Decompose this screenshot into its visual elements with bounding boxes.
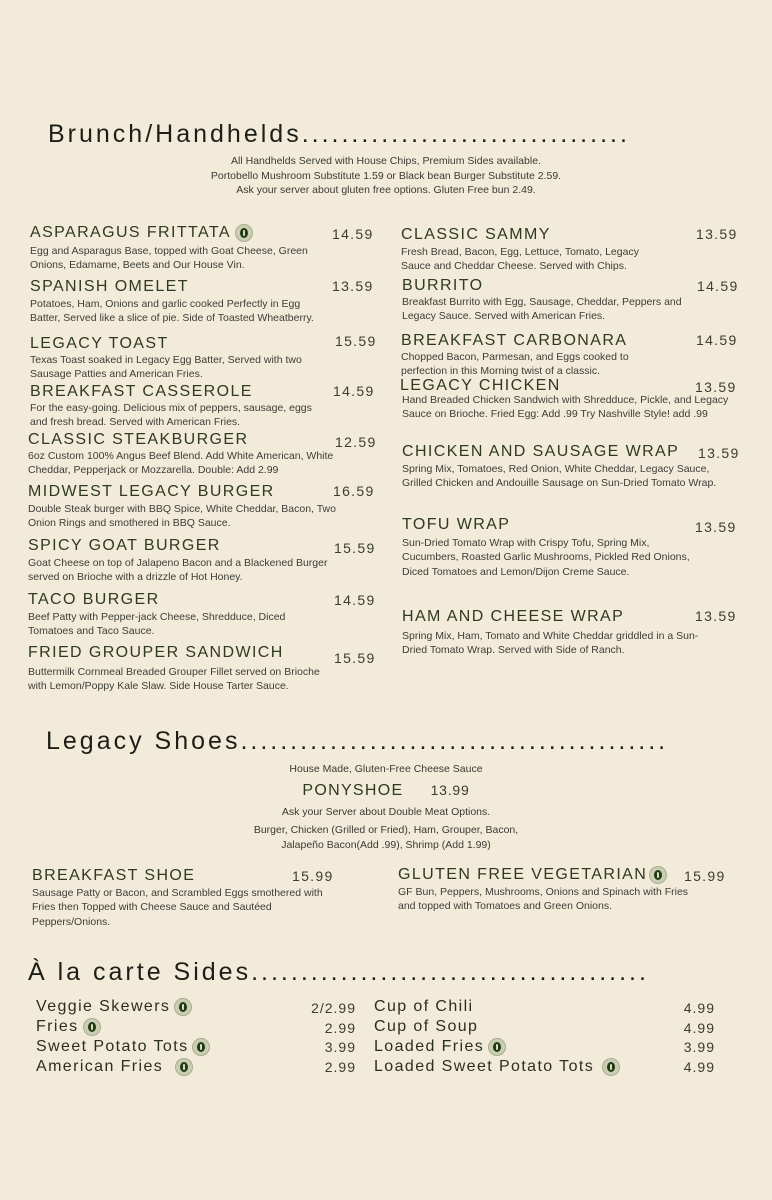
section-title-shoes: Legacy Shoes........................................... [46,727,669,755]
side-price: 4.99 [683,1059,715,1075]
menu-item [402,516,742,579]
side-name: Cup of Soup [374,1018,479,1035]
side-name [374,1038,715,1056]
item-price: 13.59 [696,226,738,242]
item-description: 6oz Custom 100% Angus Beef Blend. Add White American, White Cheddar, Pepperjack or Mozzarella. Double: Add 2.99 [28,450,334,477]
item-name [30,224,380,242]
side-name-text: Fries [36,1018,79,1035]
gluten-free-icon [488,1038,506,1056]
item-price: 15.59 [334,650,376,666]
item-price: 12.59 [335,434,377,450]
brunch-notes [0,154,772,198]
item-description: Egg and Asparagus Base, topped with Goat Cheese, Green Onions, Edamame, Beets and Our House Vin. [30,245,308,272]
item-price: 15.59 [335,333,377,349]
item-name: SPANISH OMELET [30,278,189,295]
gluten-free-icon [175,1058,193,1076]
meat-options-line: Burger, Chicken (Grilled or Fried), Ham, Grouper, Bacon, [253,824,519,836]
item-name-text: GLUTEN FREE VEGETARIAN [398,866,648,883]
item-name-text: ASPARAGUS FRITTATA [30,224,231,241]
menu-item [30,383,380,430]
gluten-free-icon [649,866,667,884]
item-name: BREAKFAST CARBONARA [401,332,628,349]
side-name [36,998,356,1016]
item-name: LEGACY CHICKEN [400,377,561,394]
item-description: Sun-Dried Tomato Wrap with Crispy Tofu, Spring Mix, Cucumbers, Roasted Garlic Mushrooms, Pickled Red Onions, Diced Tomatoes and Lemon/Dijon Creme Sauce. [402,537,690,578]
menu-item [401,332,741,379]
menu-item [30,278,380,326]
item-price: 13.59 [332,278,374,294]
menu-item [28,591,380,639]
brunch-note: All Handhelds Served with House Chips, Premium Sides available. [231,155,541,167]
side-name [36,1018,356,1036]
item-description: Sausage Patty or Bacon, and Scrambled Eggs smothered with Fries then Topped with Cheese Sauce and Sautéed Peppers/Onions. [32,887,323,928]
item-description: Spring Mix, Tomatoes, Red Onion, White Cheddar, Legacy Sauce, Grilled Chicken and Andouille Sausage on Sun-Dried Tomato Wrap. [402,463,717,490]
item-description: Chopped Bacon, Parmesan, and Eggs cooked to perfection in this Morning twist of a classic. [401,351,629,378]
side-item [374,998,715,1018]
item-name: BURRITO [402,277,484,294]
side-name-text: American Fries [36,1058,164,1075]
item-price: 16.59 [333,483,375,499]
side-name [36,1058,356,1076]
gluten-free-icon [174,998,192,1016]
side-item [36,1038,356,1058]
sides-right-list [374,998,715,1078]
item-description: GF Bun, Peppers, Mushrooms, Onions and Spinach with Fries and topped with Tomatoes and Green Onions. [398,886,689,913]
side-item [36,998,356,1018]
ponyshoe-price: 13.99 [430,782,470,798]
menu-item [30,335,380,382]
item-description: Hand Breaded Chicken Sandwich with Shredduce, Pickle, and Legacy Sauce on Brioche. Fried Egg: Add .99 Try Nashville Style! add .99 [402,394,729,421]
item-description: Breakfast Burrito with Egg, Sausage, Cheddar, Peppers and Legacy Sauce. Served with American Fries. [402,296,682,323]
side-name-text: Loaded Fries [374,1038,485,1055]
item-price: 14.59 [696,332,738,348]
menu-item [402,277,742,324]
side-price: 4.99 [683,1020,715,1036]
item-name: FRIED GROUPER SANDWICH [28,644,284,661]
item-price: 14.59 [697,278,739,294]
side-price: 3.99 [683,1039,715,1055]
brunch-note: Portobello Mushroom Substitute 1.59 or Black bean Burger Substitute 2.59. [210,169,562,182]
menu-item [28,537,380,585]
item-name: MIDWEST LEGACY BURGER [28,483,275,500]
side-price: 2/2.99 [311,1000,356,1016]
double-meat-note: Ask your Server about Double Meat Options. [281,806,491,818]
sides-left-list [36,998,356,1078]
item-name: CHICKEN AND SAUSAGE WRAP [402,443,680,460]
shoes-note: House Made, Gluten-Free Cheese Sauce [289,763,483,775]
item-description: Goat Cheese on top of Jalapeno Bacon and a Blackened Burger served on Brioche with a drizzle of Hot Honey. [28,557,328,584]
item-price: 13.59 [695,379,737,395]
item-description: Beef Patty with Pepper-jack Cheese, Shredduce, Diced Tomatoes and Taco Sauce. [28,611,286,638]
item-price: 14.59 [332,226,374,242]
side-name [36,1038,356,1056]
ponyshoe-name: PONYSHOE [302,782,404,799]
meat-options-line: Jalapeño Bacon(Add .99), Shrimp (Add 1.99) [281,838,491,851]
gluten-free-icon [235,224,253,242]
menu-item [30,224,380,273]
item-description: Spring Mix, Ham, Tomato and White Cheddar griddled in a Sun-Dried Tomato Wrap. Served with Side of Ranch. [402,630,699,657]
item-price: 15.99 [684,868,726,884]
gluten-free-icon [83,1018,101,1036]
brunch-note: Ask your server about gluten free options. Gluten Free bun 2.49. [236,184,536,196]
menu-item [398,866,738,914]
meat-options [0,823,772,852]
item-name: HAM AND CHEESE WRAP [402,608,625,625]
gluten-free-icon [602,1058,620,1076]
menu-item [28,483,380,531]
item-name: SPICY GOAT BURGER [28,537,221,554]
menu-item [28,644,380,694]
side-price: 2.99 [324,1059,356,1075]
item-name: LEGACY TOAST [30,335,169,352]
menu-item [401,226,741,274]
item-name: CLASSIC STEAKBURGER [28,431,249,448]
menu-item [32,867,352,929]
item-price: 15.59 [334,540,376,556]
side-item [36,1018,356,1038]
side-price: 4.99 [683,1000,715,1016]
item-description: Fresh Bread, Bacon, Egg, Lettuce, Tomato, Legacy Sauce and Cheddar Cheese. Served with Chips. [401,246,639,273]
section-title-sides: À la carte Sides........................................ [28,958,649,986]
side-item [374,1018,715,1038]
side-item [36,1058,356,1078]
side-name: Cup of Chili [374,998,474,1015]
item-name: BREAKFAST SHOE [32,867,196,884]
ponyshoe-row [0,780,772,800]
item-description: For the easy-going. Delicious mix of peppers, sausage, eggs and fresh bread. Served with American Fries. [30,402,312,429]
side-item [374,1058,715,1078]
menu-item [402,608,742,658]
side-name-text: Loaded Sweet Potato Tots [374,1058,595,1075]
item-name: CLASSIC SAMMY [401,226,551,243]
gluten-free-icon [192,1038,210,1056]
item-name: TACO BURGER [28,591,160,608]
side-item [374,1038,715,1058]
item-price: 15.99 [292,868,334,884]
side-name-text: Sweet Potato Tots [36,1038,189,1055]
side-price: 3.99 [324,1039,356,1055]
item-name: TOFU WRAP [402,516,511,533]
menu-item [402,443,742,491]
item-price: 14.59 [334,592,376,608]
item-name: BREAKFAST CASSEROLE [30,383,253,400]
side-name [374,1058,715,1076]
item-price: 13.59 [695,519,737,535]
menu-item [400,377,740,422]
side-name-text: Veggie Skewers [36,998,171,1015]
menu-item [28,431,380,478]
item-price: 13.59 [695,608,737,624]
item-description: Potatoes, Ham, Onions and garlic cooked Perfectly in Egg Batter, Served like a slice of pie. Side of Toasted Wheatberry. [30,298,314,325]
item-price: 13.59 [698,445,740,461]
item-description: Texas Toast soaked in Legacy Egg Batter, Served with two Sausage Patties and American Fries. [30,354,302,381]
section-title-brunch: Brunch/Handhelds................................. [48,120,630,148]
item-description: Double Steak burger with BBQ Spice, White Cheddar, Bacon, Two Onion Rings and smothered in BBQ Sauce. [28,503,336,530]
item-description: Buttermilk Cornmeal Breaded Grouper Fillet served on Brioche with Lemon/Poppy Kale Slaw. Side House Tarter Sauce. [28,666,320,693]
side-price: 2.99 [324,1020,356,1036]
item-price: 14.59 [333,383,375,399]
